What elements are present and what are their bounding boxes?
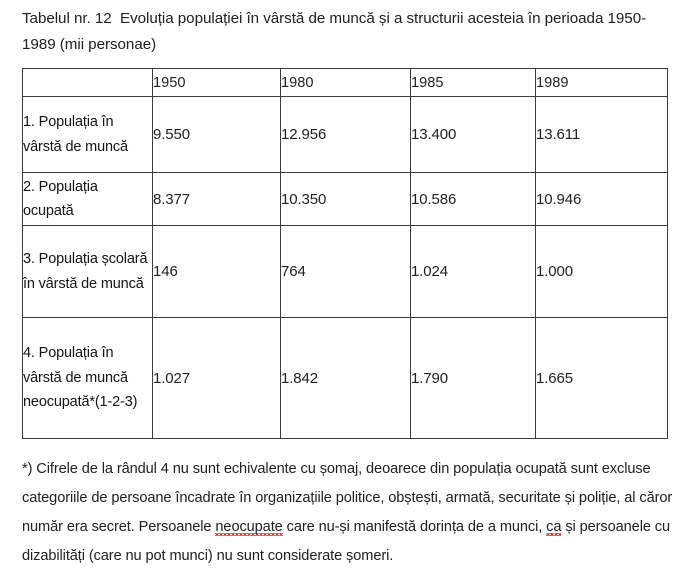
footnote-text-part1: *) Cifrele de la rândul 4 nu sunt echivalente cu șomaj, deoarece din populația ocupată sunt excluse categoriile de persoane încadrate în organizațiile politice, obștești, armată, securitate și poliție, al căror număr era secret. Persoanele bbox=[22, 460, 673, 535]
cell-row2-1985: 10.586 bbox=[411, 173, 536, 226]
table-row bbox=[23, 97, 668, 173]
row-label-populatie-scolara: 3. Populația școlară în vârstă de muncă bbox=[23, 226, 153, 318]
cell-row4-1985: 1.790 bbox=[411, 318, 536, 439]
table-caption: Tabelul nr. 12 Evoluția populației în vârstă de muncă și a structurii acesteia în perioada 1950-1989 (mii personae) bbox=[22, 10, 647, 53]
cell-row4-1980: 1.842 bbox=[281, 318, 411, 439]
column-header-corner bbox=[23, 69, 153, 97]
cell-row1-1980: 12.956 bbox=[281, 97, 411, 173]
column-header-1980: 1980 bbox=[281, 69, 411, 97]
cell-row1-1950: 9.550 bbox=[153, 97, 281, 173]
table-header-row bbox=[23, 69, 668, 97]
column-header-1989: 1989 bbox=[536, 69, 668, 97]
cell-row4-1950: 1.027 bbox=[153, 318, 281, 439]
footnote-misspelled-word-neocupate: neocupate bbox=[215, 518, 283, 535]
column-header-1985: 1985 bbox=[411, 69, 536, 97]
cell-row3-1980: 764 bbox=[281, 226, 411, 318]
row-label-populatie-ocupata: 2. Populația ocupată bbox=[23, 173, 153, 226]
cell-row2-1989: 10.946 bbox=[536, 173, 668, 226]
footnote-text-part3: și persoanele cu dizabilități (care nu pot munci) nu sunt considerate șomeri. bbox=[22, 518, 671, 564]
cell-row3-1989: 1.000 bbox=[536, 226, 668, 318]
cell-row1-1985: 13.400 bbox=[411, 97, 536, 173]
cell-row4-1989: 1.665 bbox=[536, 318, 668, 439]
cell-row3-1985: 1.024 bbox=[411, 226, 536, 318]
table-row bbox=[23, 173, 668, 226]
row-label-populatie-neocupata: 4. Populația în vârstă de muncă neocupată*(1-2-3) bbox=[23, 318, 153, 439]
footnote-text-part2: care nu-și manifestă dorința de a munci, bbox=[282, 518, 547, 535]
column-header-1950: 1950 bbox=[153, 69, 281, 97]
population-data-table bbox=[22, 68, 668, 439]
footnote-misspelled-word-ca: ca bbox=[546, 518, 562, 535]
cell-row1-1989: 13.611 bbox=[536, 97, 668, 173]
table-row bbox=[23, 226, 668, 318]
cell-row2-1950: 8.377 bbox=[153, 173, 281, 226]
row-label-populatie-in-varsta-de-munca: 1. Populația în vârstă de muncă bbox=[23, 97, 153, 173]
table-row bbox=[23, 318, 668, 439]
table-footnote bbox=[22, 455, 682, 571]
cell-row2-1980: 10.350 bbox=[281, 173, 411, 226]
cell-row3-1950: 146 bbox=[153, 226, 281, 318]
